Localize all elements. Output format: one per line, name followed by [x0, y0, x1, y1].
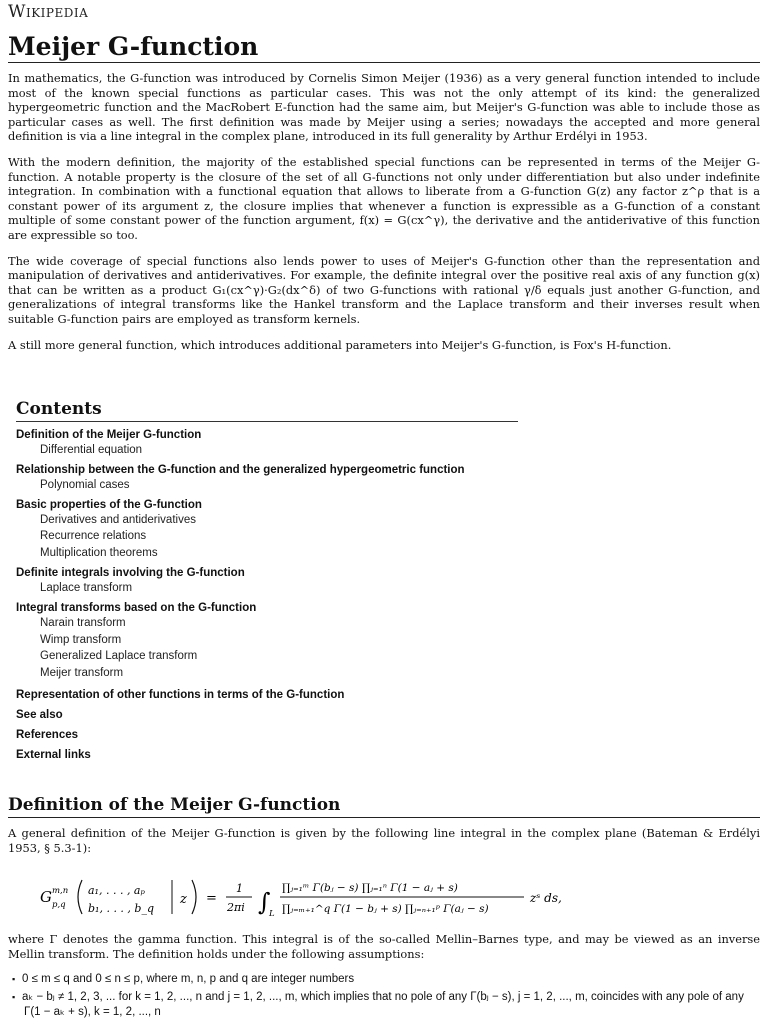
toc-link[interactable]: External links	[16, 748, 91, 761]
formula-int-sub: L	[269, 909, 275, 920]
toc-sublink[interactable]: Polynomial cases	[40, 478, 130, 491]
formula-z: z	[180, 892, 187, 908]
toc-heading: Contents	[16, 399, 518, 422]
g-function-formula	[38, 866, 760, 928]
table-of-contents	[16, 399, 518, 762]
assumption-1: ▪ 0 ≤ m ≤ q and 0 ≤ n ≤ p, where m, n, p and q are integer numbers	[24, 972, 760, 987]
svg-text:∫: ∫	[258, 888, 271, 917]
toc-link[interactable]: Representation of other functions in terms of the G-function	[16, 688, 345, 701]
intro-paragraph-4: A still more general function, which introduces additional parameters into Meijer's G-function, is Fox's H-function.	[8, 337, 672, 352]
definition-section	[8, 826, 760, 1023]
toc-sublink[interactable]: Multiplication theorems	[40, 547, 158, 560]
assumption-2: ▪ aₖ − bⱼ ≠ 1, 2, 3, ... for k = 1, 2, ..., n and j = 1, 2, ..., m, which implies that no pole of any Γ(bⱼ − s), j = 1, 2, ..., m, coincides with any pole of any Γ(1 − aₖ + s), k = 1, 2, ..., n	[24, 990, 760, 1020]
assumption-list	[8, 972, 760, 1020]
toc-link[interactable]: Relationship between the G-function and the generalized hypergeometric function	[16, 463, 465, 476]
toc-sublink[interactable]: Differential equation	[40, 444, 143, 456]
toc-sublink[interactable]: Recurrence relations	[40, 530, 147, 543]
toc-sublink[interactable]: Wimp transform	[40, 633, 122, 646]
wikipedia-logo[interactable]: Wikipedia	[8, 2, 89, 22]
toc-link[interactable]: References	[16, 728, 79, 741]
toc-link[interactable]: Integral transforms based on the G-function	[16, 601, 257, 614]
toc-link[interactable]: Definition of the Meijer G-function	[16, 429, 202, 441]
formula-sub: p,q	[52, 900, 66, 911]
formula-row1: a₁, . . . , aₚ	[88, 884, 145, 898]
toc-list	[16, 428, 518, 762]
page-title: Meijer G-function	[8, 32, 760, 63]
intro-paragraph-1: In mathematics, the G-function was introduced by Cornelis Simon Meijer (1936) as a very general function intended to include most of the known special functions as particular cases. This was not the only attempt of its kind: the generalized hypergeometric function and the MacRobert E-function had the same aim, but Meijer's G-function was able to include those as particular cases as well. The first definition was made by Meijer using a series; nowadays the accepted and more general definition is via a line integral in the complex plane, introduced in its full generality by Arthur Erdélyi in 1953.	[8, 71, 760, 144]
intro-paragraph-2: With the modern definition, the majority of the established special functions can be represented in terms of the Meijer G-function. A notable property is the closure of the set of all G-functions not only under differentiation but also under indefinite integration. In combination with a functional equation that allows to liberate from a G-function G(z) any factor z^ρ that is a constant power of its argument z, the closure implies that whenever a function is expressible as a G-function of a constant multiple of some constant power of the function argument, f(x) = G(cx^γ), the derivative and the antiderivative of this function are expressible so too.	[8, 154, 760, 242]
formula-sup: m,n	[52, 886, 69, 897]
toc-sublink[interactable]: Narain transform	[40, 616, 126, 629]
definition-after: where Γ denotes the gamma function. This integral is of the so-called Mellin–Barnes type, and may be viewed as an inverse Mellin transform. The definition holds under the following assumptions:	[8, 932, 760, 961]
formula-numerator: ∏ⱼ₌₁ᵐ Γ(bⱼ − s) ∏ⱼ₌₁ⁿ Γ(1 − aⱼ + s)	[282, 882, 458, 895]
formula-denominator: ∏ⱼ₌ₘ₊₁^q Γ(1 − bⱼ + s) ∏ⱼ₌ₙ₊₁ᵖ Γ(aⱼ − s)	[282, 903, 489, 916]
toc-link[interactable]: Definite integrals involving the G-function	[16, 566, 245, 579]
formula-g: G	[40, 888, 52, 907]
section-heading: Definition of the Meijer G-function	[8, 795, 760, 818]
formula-tail: zˢ ds,	[530, 891, 562, 906]
toc-sublink[interactable]: Generalized Laplace transform	[40, 650, 198, 663]
intro-section	[8, 71, 760, 363]
intro-paragraph-3: The wide coverage of special functions also lends power to uses of Meijer's G-function other than the representation and manipulation of derivatives and antiderivatives. For example, the definite integral over the positive real axis of any function g(x) that can be written as a product G₁(cx^γ)·G₂(dx^δ) of two G-functions with rational γ/δ equals just another G-function, and generalizations of integral transforms like the Hankel transform and the Laplace transform and their inverses result when suitable G-function pairs are employed as transform kernels.	[8, 253, 760, 326]
toc-link[interactable]: Basic properties of the G-function	[16, 498, 202, 511]
formula-frac-den: 2πi	[227, 901, 245, 915]
formula-row2: b₁, . . . , b_q	[88, 902, 154, 916]
formula-eq: =	[206, 891, 217, 907]
formula-graphic	[38, 866, 598, 928]
toc-sublink[interactable]: Derivatives and antiderivatives	[40, 513, 196, 526]
definition-lead: A general definition of the Meijer G-function is given by the following line integral in the complex plane (Bateman & Erdélyi 1953, § 5.3-1):	[8, 826, 760, 855]
formula-frac-num: 1	[236, 882, 243, 896]
toc-sublink[interactable]: Laplace transform	[40, 581, 133, 594]
toc-link[interactable]: See also	[16, 708, 63, 721]
toc-sublink[interactable]: Meijer transform	[40, 667, 124, 680]
